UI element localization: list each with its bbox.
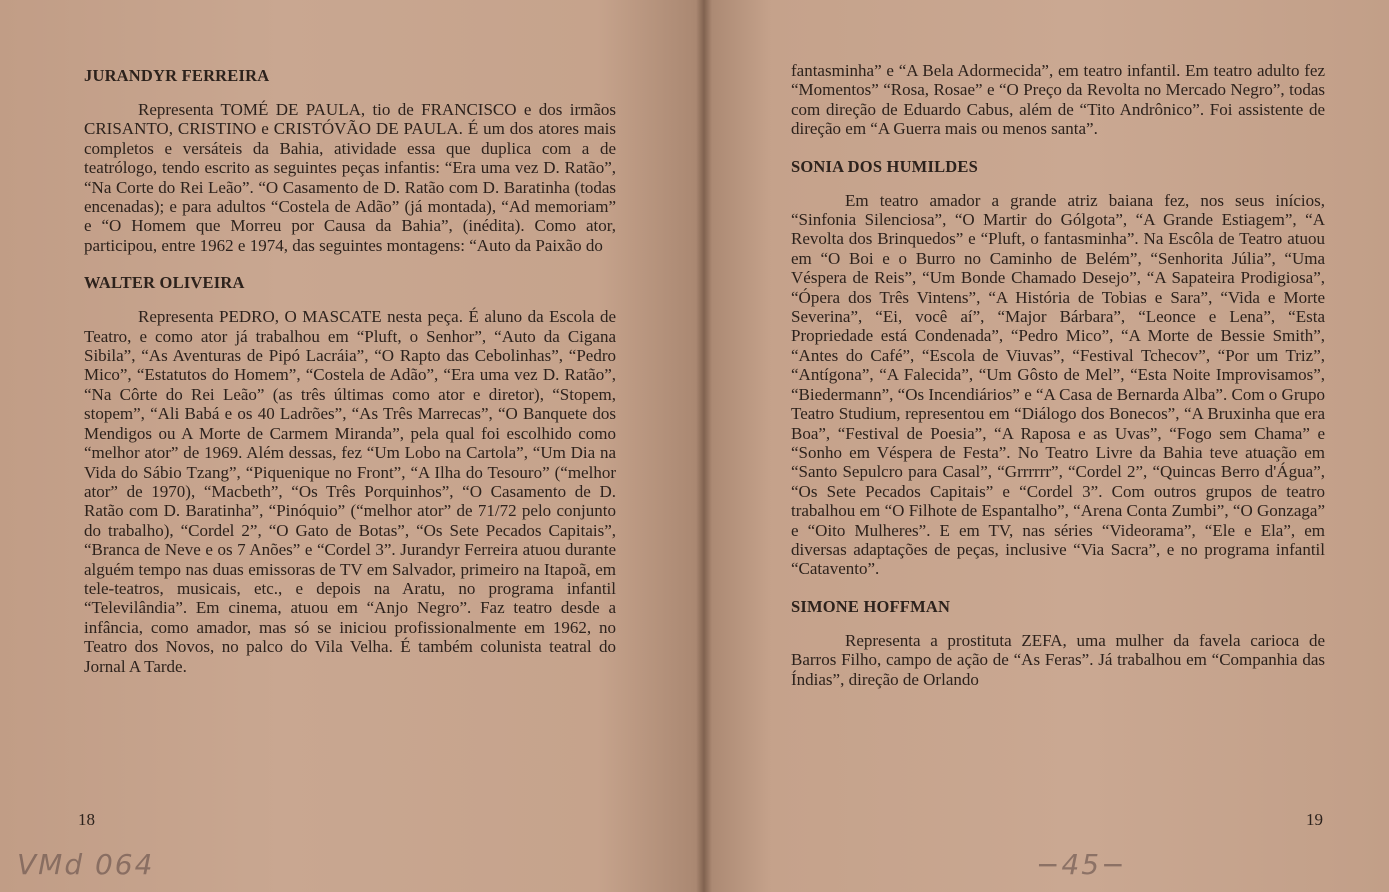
page-number-left: 18 xyxy=(78,810,95,829)
section-heading-sonia: SONIA DOS HUMILDES xyxy=(791,156,978,176)
paragraph-sonia: Em teatro amador a grande atriz baiana fez, nos seus inícios, “Sinfonia Silenciosa”, “O Martir do Gólgota”, “A Grande Estiagem”, “A Revolta dos Brinquedos” e “Pluft, o fantasminha”. Na Escôla de Teatro atuou em “O Boi e o Burro no Caminho de Belém”, “Senhorita Júlia”, “Uma Véspera de Reis”, “Um Bonde Chamado Desejo”, “A Sapateira Prodigiosa”, “Ópera dos Três Vintens”, “A História de Tobias e Sara”, “Vida e Morte Severina”, “Ei, você aí”, “Major Bárbara”, “Leonce e Lena”, “Esta Propriedade está Condenada”, “Pedro Mico”, “A Morte de Bessie Smith”, “Antes do Café”, “Escola de Viuvas”, “Festival Tchecov”, “Por um Triz”, “Antígona”, “A Falecida”, “Um Gôsto de Mel”, “Esta Noite Improvisamos”, “Biedermann”, “Os Incendiários” e “A Casa de Bernarda Alba”. Com o Grupo Teatro Studium, representou em “Diálogo dos Bonecos”, “A Bruxinha que era Boa”, “Festival de Poesia”, “A Raposa e as Uvas”, “Fogo sem Chama” e “Sonho em Véspera de Festa”. No Teatro Livre da Bahia teve atuação em “Santo Sepulcro para Casal”, “Grrrrrr”, “Cordel 2”, “Quincas Berro d'Água”, “Os Sete Pecados Capitais” e “Cordel 3”. Com outros grupos de teatro trabalhou em “O Filhote de Espantalho”, “Arena Conta Zumbi”, “O Gonzaga” e “Oito Mulheres”. E em TV, nas séries “Videorama”, “Ele e Ela”, em diversas adaptações de peças, inclusive “Via Sacra”, e no programa infantil “Catavento”. xyxy=(791,190,1325,579)
paragraph-walter: Representa PEDRO, O MASCATE nesta peça. É aluno da Escola de Teatro, e como ator já trabalhou em “Pluft, o Senhor”, “Auto da Cigana Sibila”, “As Aventuras de Pipó Lacráia”, “O Rapto das Cebolinhas”, “Pedro Mico”, “Estatutos do Homem”, “Costela de Adão”, “Era uma vez D. Ratão”, “Na Côrte do Rei Leão” (as três últimas como ator e diretor), “Stopem, stopem”, “Ali Babá e os 40 Ladrões”, “As Três Marrecas”, “O Banquete dos Mendigos ou A Morte de Carmem Miranda”, pela qual foi escolhido como “melhor ator” de 1969. Além dessas, fez “Um Lobo na Cartola”, “Um Dia na Vida do Sábio Tzang”, “Piquenique no Front”, “A Ilha do Tesouro” (“melhor ator” de 1970), “Macbeth”, “Os Três Porquinhos”, “O Casamento de D. Ratão com D. Baratinha”, “Pinóquio” (“melhor ator” de 71/72 pelo conjunto do trabalho), “Cordel 2”, “O Gato de Botas”, “Os Sete Pecados Capitais”, “Branca de Neve e os 7 Anões” e “Cordel 3”. Jurandyr Ferreira atuou durante alguém tempo nas duas emissoras de TV em Salvador, primeiro na Itapoã, em tele-teatros, musicais, etc., e depois na Aratu, no programa infantil “Televilândia”. Em cinema, atuou em “Anjo Negro”. Faz teatro desde a infância, como amador, mas só se iniciou profissionalmente em 1962, no Teatro dos Novos, no palco do Vila Velha. É também colunista teatral do Jornal A Tarde. xyxy=(84,307,616,676)
book-gutter xyxy=(696,0,712,892)
paragraph-simone: Representa a prostituta ZEFA, uma mulher da favela carioca de Barros Filho, campo de ação de “As Feras”. Já trabalhou em “Companhia das Índias”, direção de Orlando xyxy=(791,630,1325,689)
left-text-column xyxy=(84,66,616,676)
pencil-catalog-mark: VMd 064 xyxy=(17,848,155,881)
right-text-column xyxy=(791,61,1325,689)
right-page xyxy=(703,0,1389,892)
paragraph-continuation: fantasminha” e “A Bela Adormecida”, em teatro infantil. Em teatro adulto fez “Momentos” “Rosa, Rosae” e “O Preço da Revolta no Mercado Negro”, todas com direção de Eduardo Cabus, além de “Tito Andrônico”. Foi assistente de direção em “A Guerra mais ou menos santa”. xyxy=(791,61,1325,139)
pencil-page-mark: −45− xyxy=(1036,848,1127,881)
paragraph-jurandyr: Representa TOMÉ DE PAULA, tio de FRANCISCO e dos irmãos CRISANTO, CRISTINO e CRISTÓVÃO DE PAULA. É um dos atores mais completos e versáteis da Bahia, atividade essa que duplica com a de teatrólogo, tendo escrito as seguintes peças infantis: “Era uma vez D. Ratão”, “Na Corte do Rei Leão”. “O Casamento de D. Ratão com D. Baratinha (todas encenadas); e para adultos “Costela de Adão” (já montada), “Ad memoriam” e “O Homem que Morreu por Causa da Bahia”, (inédita). Como ator, participou, entre 1962 e 1974, das seguintes montagens: “Auto da Paixão do xyxy=(84,100,616,255)
section-heading-simone: SIMONE HOFFMAN xyxy=(791,596,951,616)
section-heading-jurandyr: JURANDYR FERREIRA xyxy=(84,66,270,85)
section-heading-walter: WALTER OLIVEIRA xyxy=(84,273,245,293)
page-number-right: 19 xyxy=(1306,810,1323,829)
